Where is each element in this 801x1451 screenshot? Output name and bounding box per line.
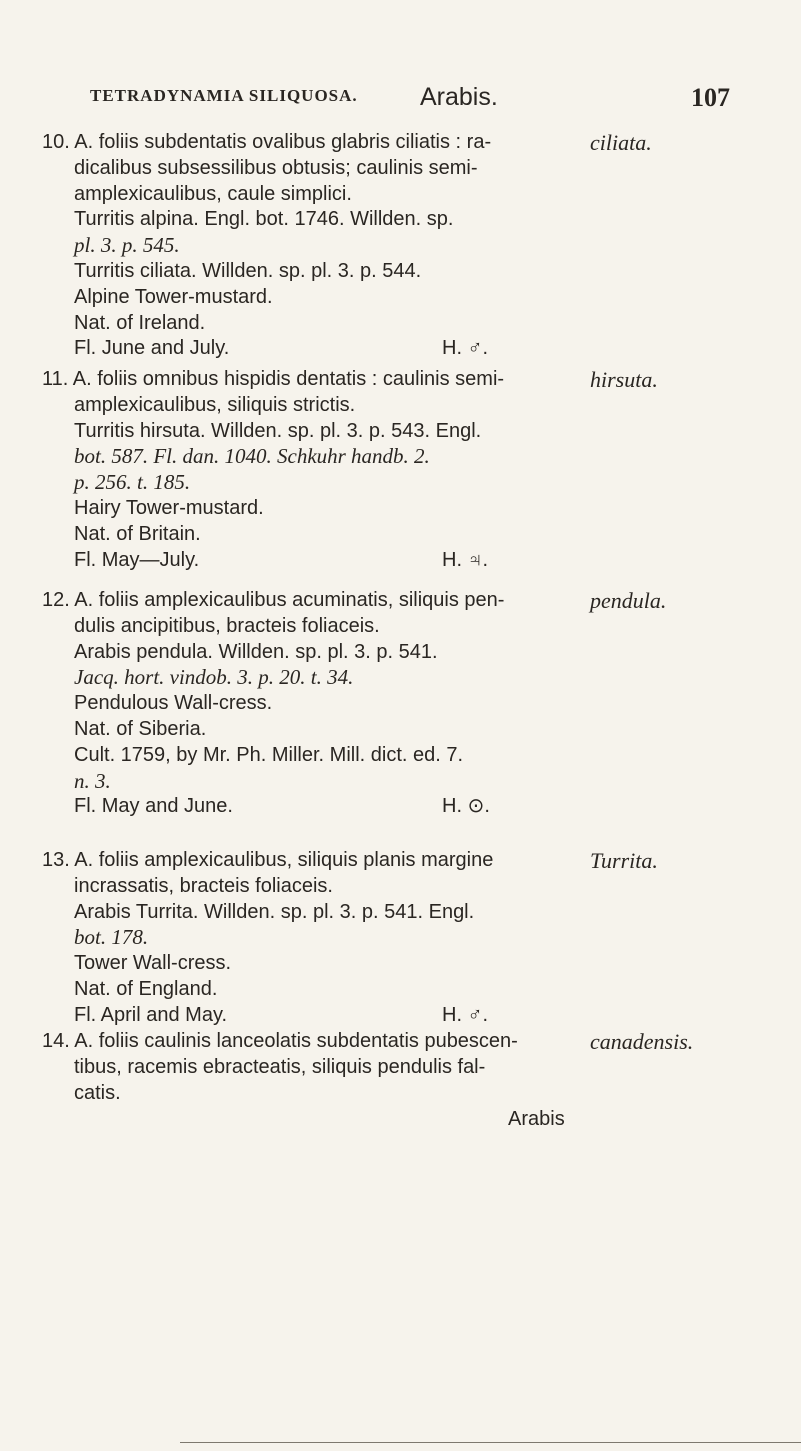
entry-line: dicalibus subsessilibus obtusis; caulinis semi- <box>74 156 478 179</box>
genus-heading: Arabis. <box>420 83 498 111</box>
entry-line: catis. <box>74 1081 121 1104</box>
entry-line: Nat. of Britain. <box>74 522 201 545</box>
flowering-text: Fl. April and May. <box>74 1003 228 1026</box>
flowering-text: Fl. May—July. <box>74 548 200 571</box>
entry-line: bot. 178. <box>74 925 149 950</box>
entry-line: 10. A. foliis subdentatis ovalibus glabris ciliatis : ra- <box>42 131 492 153</box>
entry-line: Nat. of England. <box>74 977 218 1000</box>
habit-symbol: H. ♃. <box>442 548 489 571</box>
entry-line: 12. A. foliis amplexicaulibus acuminatis, siliquis pen- <box>42 589 505 611</box>
entry-line: Cult. 1759, by Mr. Ph. Miller. Mill. dict. ed. 7. <box>74 743 464 766</box>
entry-line: Tower Wall-cress. <box>74 952 232 975</box>
habit-symbol: H. ♂. <box>442 337 489 360</box>
margin-epithet: hirsuta. <box>590 367 658 392</box>
flowering-line <box>42 794 662 820</box>
entry-line: amplexicaulibus, caule simplici. <box>74 182 352 205</box>
flowering-text: Fl. June and July. <box>74 337 230 360</box>
entry-line: Turritis ciliata. Willden. sp. pl. 3. p. 544. <box>74 259 422 282</box>
entry-line: 13. A. foliis amplexicaulibus, siliquis planis margine <box>42 849 494 871</box>
entry-line: p. 256. t. 185. <box>74 470 191 495</box>
entry-line: Nat. of Ireland. <box>74 311 206 334</box>
flowering-line <box>42 548 662 574</box>
habit-symbol: H. ⊙. <box>442 795 490 818</box>
species-entry-turrita <box>42 848 662 1029</box>
entry-line: tibus, racemis ebracteatis, siliquis pendulis fal- <box>74 1055 486 1078</box>
entry-line: 14. A. foliis caulinis lanceolatis subdentatis pubescen- <box>42 1030 518 1052</box>
entry-line: Hairy Tower-mustard. <box>74 496 264 519</box>
habit-symbol: H. ♂. <box>442 1003 489 1026</box>
margin-epithet: canadensis. <box>590 1029 694 1054</box>
entry-line: Turritis alpina. Engl. bot. 1746. Willden. sp. <box>74 208 454 231</box>
margin-epithet: ciliata. <box>590 130 652 155</box>
running-header <box>90 83 730 116</box>
entry-line: incrassatis, bracteis foliaceis. <box>74 874 333 897</box>
entry-line: Alpine Tower-mustard. <box>74 285 273 308</box>
flowering-line <box>42 1003 662 1029</box>
bottom-rule <box>180 1442 801 1443</box>
entry-line: Arabis Turrita. Willden. sp. pl. 3. p. 541. Engl. <box>74 900 475 923</box>
catchword: Arabis <box>508 1108 565 1130</box>
entry-line: amplexicaulibus, siliquis strictis. <box>74 393 356 416</box>
entry-line: bot. 587. Fl. dan. 1040. Schkuhr handb. 2. <box>74 444 430 469</box>
entry-line: dulis ancipitibus, bracteis foliaceis. <box>74 614 380 637</box>
entry-line: 11. A. foliis omnibus hispidis dentatis : caulinis semi- <box>42 368 505 390</box>
page-number: 107 <box>691 83 730 112</box>
flowering-text: Fl. May and June. <box>74 795 233 818</box>
entry-line: Pendulous Wall-cress. <box>74 692 273 715</box>
species-entry-pendula <box>42 588 662 820</box>
entry-line: Turritis hirsuta. Willden. sp. pl. 3. p. 543. Engl. <box>74 419 482 442</box>
entry-line: Arabis pendula. Willden. sp. pl. 3. p. 541. <box>74 640 438 663</box>
species-entry-canadensis <box>42 1029 662 1106</box>
entry-line: Nat. of Siberia. <box>74 717 207 740</box>
species-entry-hirsuta <box>42 367 662 573</box>
species-entry-ciliata <box>42 130 662 362</box>
entry-line: pl. 3. p. 545. <box>74 233 180 258</box>
flowering-line <box>42 336 662 362</box>
margin-epithet: pendula. <box>590 588 667 613</box>
entry-line: n. 3. <box>74 768 111 793</box>
running-title: TETRADYNAMIA SILIQUOSA. <box>90 86 358 105</box>
entry-line: Jacq. hort. vindob. 3. p. 20. t. 34. <box>74 665 354 690</box>
margin-epithet: Turrita. <box>590 848 658 873</box>
